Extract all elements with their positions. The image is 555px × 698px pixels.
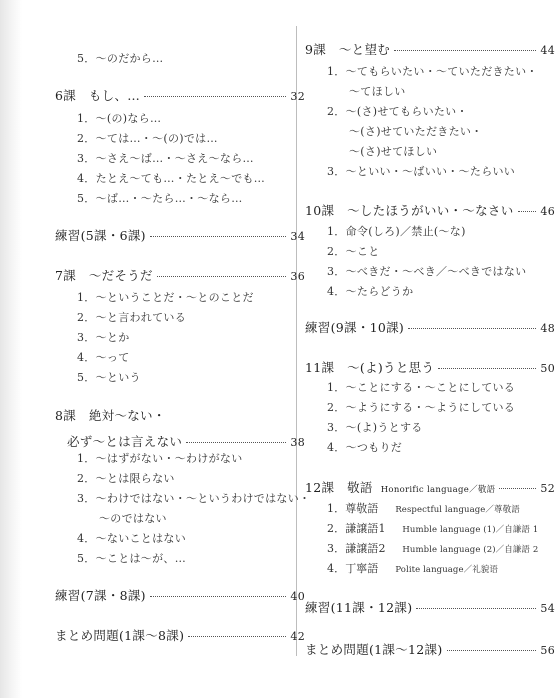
toc-item[interactable]: 3．～とか xyxy=(77,331,130,344)
toc-item[interactable]: 2．～(さ)せてもらいたい・ xyxy=(327,105,468,118)
leader-dots xyxy=(447,650,537,651)
item-japanese: 2．謙譲語1 xyxy=(327,522,386,535)
item-english: Humble language (1)／自謙語 1 xyxy=(402,525,539,535)
lesson-title: 12課 敬語 xyxy=(305,480,373,495)
lesson-subtitle: Honorific language／敬語 xyxy=(380,485,496,495)
toc-item[interactable]: 5．～のだから… xyxy=(77,52,164,65)
leader-dots xyxy=(188,636,286,637)
toc-item[interactable]: 2．～とは限らない xyxy=(77,472,175,485)
toc-item[interactable]: 3．～(よ)うとする xyxy=(327,421,423,434)
item-japanese: 3．謙譲語2 xyxy=(327,542,386,555)
page-number: 50 xyxy=(540,362,555,375)
review-title: 練習(5課・6課) xyxy=(55,228,146,243)
item-japanese: 4．丁寧語 xyxy=(327,562,379,575)
toc-item[interactable]: 4．～つもりだ xyxy=(327,441,403,454)
toc-item[interactable]: 5．～という xyxy=(77,371,141,384)
review-title: 練習(7課・8課) xyxy=(55,588,146,603)
toc-item[interactable]: 4．～ないことはない xyxy=(77,532,186,545)
toc-item-continued[interactable]: ～(さ)せてほしい xyxy=(349,145,438,158)
toc-lesson-7[interactable] xyxy=(55,266,305,284)
page-number: 54 xyxy=(540,602,555,615)
toc-lesson-10[interactable] xyxy=(305,201,555,219)
lesson-title: 6課 もし、… xyxy=(55,88,141,103)
toc-item[interactable]: 1．～ことにする・～ことにしている xyxy=(327,381,516,394)
page-gutter-shadow xyxy=(0,0,22,698)
toc-left-column xyxy=(55,0,311,698)
lesson-title: 11課 ～(よ)うと思う xyxy=(305,360,435,375)
leader-dots xyxy=(499,488,536,489)
lesson-title-line1: 8課 絶対～ない・ xyxy=(55,408,166,423)
item-japanese: 1．尊敬語 xyxy=(327,502,379,515)
page-number: 42 xyxy=(290,630,305,643)
toc-item[interactable]: 4．～たらどうか xyxy=(327,285,414,298)
page-number: 38 xyxy=(290,436,305,449)
leader-dots xyxy=(438,368,536,369)
page-number: 36 xyxy=(290,270,305,283)
leader-dots xyxy=(157,276,287,277)
leader-dots xyxy=(150,596,287,597)
lesson-title: 9課 ～と望む xyxy=(305,42,391,57)
toc-item-continued[interactable]: ～(さ)せていただきたい・ xyxy=(349,125,483,138)
toc-right-column xyxy=(305,0,555,698)
lesson-title-line2: 必ず～とは言えない xyxy=(67,434,183,449)
page-number: 44 xyxy=(540,44,555,57)
toc-summary-1-8[interactable] xyxy=(55,626,305,644)
toc-review-5-6[interactable] xyxy=(55,226,305,244)
toc-item[interactable] xyxy=(327,560,498,576)
leader-dots xyxy=(150,236,287,237)
toc-item[interactable]: 4．～って xyxy=(77,351,130,364)
toc-item[interactable]: 2．～ようにする・～ようにしている xyxy=(327,401,516,414)
review-title: 練習(9課・10課) xyxy=(305,320,405,335)
toc-item[interactable]: 1．命令(しろ)／禁止(～な) xyxy=(327,225,466,238)
toc-item-continued[interactable]: ～のではない xyxy=(99,512,167,525)
toc-item[interactable] xyxy=(327,520,538,536)
toc-item-continued[interactable]: ～てほしい xyxy=(349,85,406,98)
summary-title: まとめ問題(1課～12課) xyxy=(305,642,443,657)
lesson-title: 7課 ～だそうだ xyxy=(55,268,153,283)
toc-item[interactable]: 1．～(の)なら… xyxy=(77,112,162,125)
page-number: 46 xyxy=(540,205,555,218)
leader-dots xyxy=(144,96,286,97)
toc-item[interactable]: 4．たとえ～ても…・たとえ～でも… xyxy=(77,172,266,185)
review-title: 練習(11課・12課) xyxy=(305,600,413,615)
leader-dots xyxy=(408,328,536,329)
summary-title: まとめ問題(1課～8課) xyxy=(55,628,185,643)
toc-item[interactable]: 3．～わけではない・～というわけではない・ xyxy=(77,492,311,505)
toc-summary-1-12[interactable] xyxy=(305,640,555,658)
toc-item[interactable]: 2．～と言われている xyxy=(77,311,186,324)
toc-review-7-8[interactable] xyxy=(55,586,305,604)
page-number: 40 xyxy=(290,590,305,603)
lesson-title: 10課 ～したほうがいい・～なさい xyxy=(305,203,514,218)
toc-item[interactable]: 2．～こと xyxy=(327,245,380,258)
toc-item[interactable]: 3．～さえ～ば…・～さえ～なら… xyxy=(77,152,254,165)
leader-dots xyxy=(518,211,537,212)
toc-item[interactable]: 2．～ては…・～(の)では… xyxy=(77,132,218,145)
leader-dots xyxy=(416,608,536,609)
leader-dots xyxy=(186,442,286,443)
toc-lesson-11[interactable] xyxy=(305,358,555,376)
item-english: Polite language／礼貌语 xyxy=(395,565,499,575)
toc-lesson-8[interactable] xyxy=(55,406,305,450)
toc-item[interactable] xyxy=(327,540,538,556)
toc-item[interactable] xyxy=(327,500,520,516)
toc-review-9-10[interactable] xyxy=(305,318,555,336)
toc-item[interactable]: 1．～はずがない・～わけがない xyxy=(77,452,243,465)
page-number: 56 xyxy=(540,644,555,657)
toc-lesson-9[interactable] xyxy=(305,40,555,58)
toc-lesson-6[interactable] xyxy=(55,86,305,104)
page-number: 32 xyxy=(290,90,305,103)
toc-item[interactable]: 1．～ということだ・～とのことだ xyxy=(77,291,254,304)
item-english: Humble language (2)／自謙語 2 xyxy=(402,545,539,555)
toc-review-11-12[interactable] xyxy=(305,598,555,616)
page-number: 34 xyxy=(290,230,305,243)
toc-item[interactable]: 3．～べきだ・～べき／～べきではない xyxy=(327,265,527,278)
page-number: 48 xyxy=(540,322,555,335)
toc-item[interactable]: 1．～てもらいたい・～ていただきたい・ xyxy=(327,65,538,78)
toc-item[interactable]: 3．～といい・～ばいい・～たらいい xyxy=(327,165,516,178)
toc-item[interactable]: 5．～ことは～が、… xyxy=(77,552,186,565)
item-english: Respectful language／尊敬語 xyxy=(395,505,520,515)
leader-dots xyxy=(394,50,536,51)
toc-item[interactable]: 5．～ば…・～たら…・～なら… xyxy=(77,192,243,205)
toc-lesson-12[interactable] xyxy=(305,478,555,496)
page-number: 52 xyxy=(540,482,555,495)
